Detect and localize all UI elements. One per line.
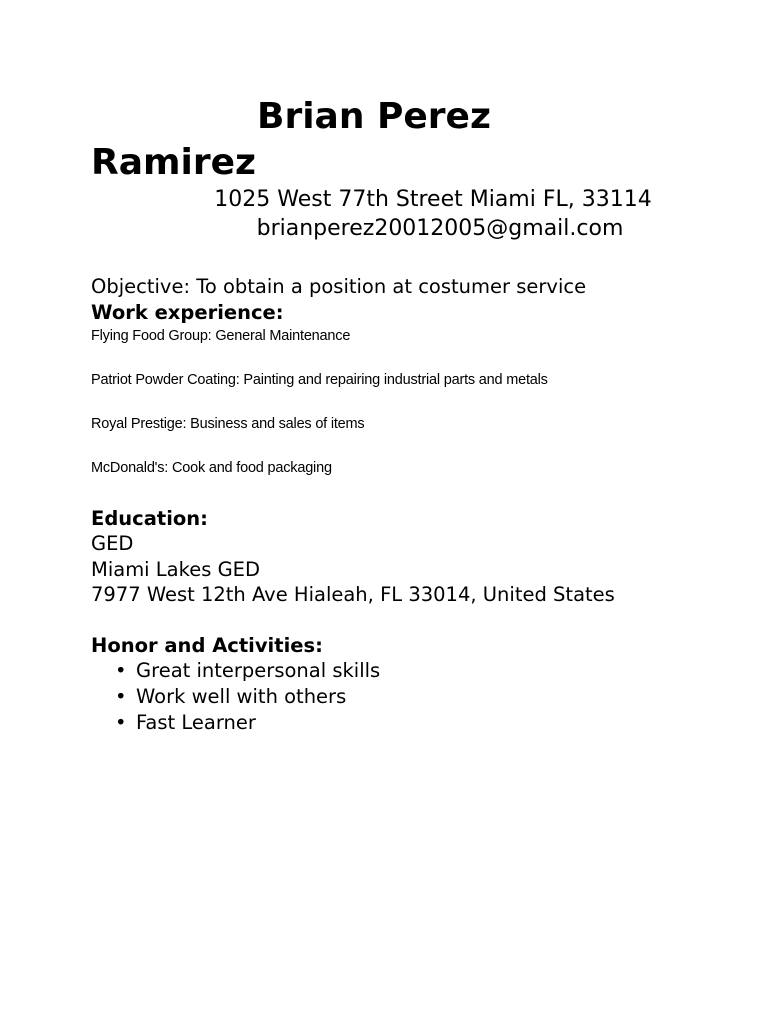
work-experience-item: Flying Food Group: General Maintenance — [91, 328, 351, 344]
honors-item-text: Great interpersonal skills — [136, 659, 381, 682]
objective-statement: Objective: To obtain a position at costumer service — [91, 275, 587, 298]
education-details — [91, 531, 731, 608]
work-experience-item: McDonald's: Cook and food packaging — [91, 460, 332, 476]
work-experience-heading: Work experience: — [91, 301, 284, 324]
honors-item — [91, 710, 731, 736]
work-experience-item: Patriot Powder Coating: Painting and repairing industrial parts and metals — [91, 372, 548, 388]
honors-heading: Honor and Activities: — [91, 634, 323, 657]
work-experience-item: Royal Prestige: Business and sales of items — [91, 416, 365, 432]
honors-item-text: Fast Learner — [136, 711, 256, 734]
education-school-address: 7977 West 12th Ave Hialeah, FL 33014, United States — [91, 583, 615, 606]
education-degree: GED — [91, 532, 134, 555]
bullet-icon: • — [115, 711, 127, 734]
honors-item-text: Work well with others — [136, 685, 347, 708]
contact-address: 1025 West 77th Street Miami FL, 33114 — [214, 187, 652, 212]
work-experience-list — [91, 326, 731, 502]
honors-item — [91, 684, 731, 710]
resume-name: Brian Perez Ramirez — [91, 96, 491, 183]
education-heading: Education: — [91, 507, 208, 530]
contact-email: brianperez20012005@gmail.com — [256, 216, 624, 241]
honors-item — [91, 658, 731, 684]
honors-list — [91, 658, 731, 736]
education-school: Miami Lakes GED — [91, 557, 261, 581]
bullet-icon: • — [115, 685, 127, 708]
bullet-icon: • — [115, 659, 127, 682]
